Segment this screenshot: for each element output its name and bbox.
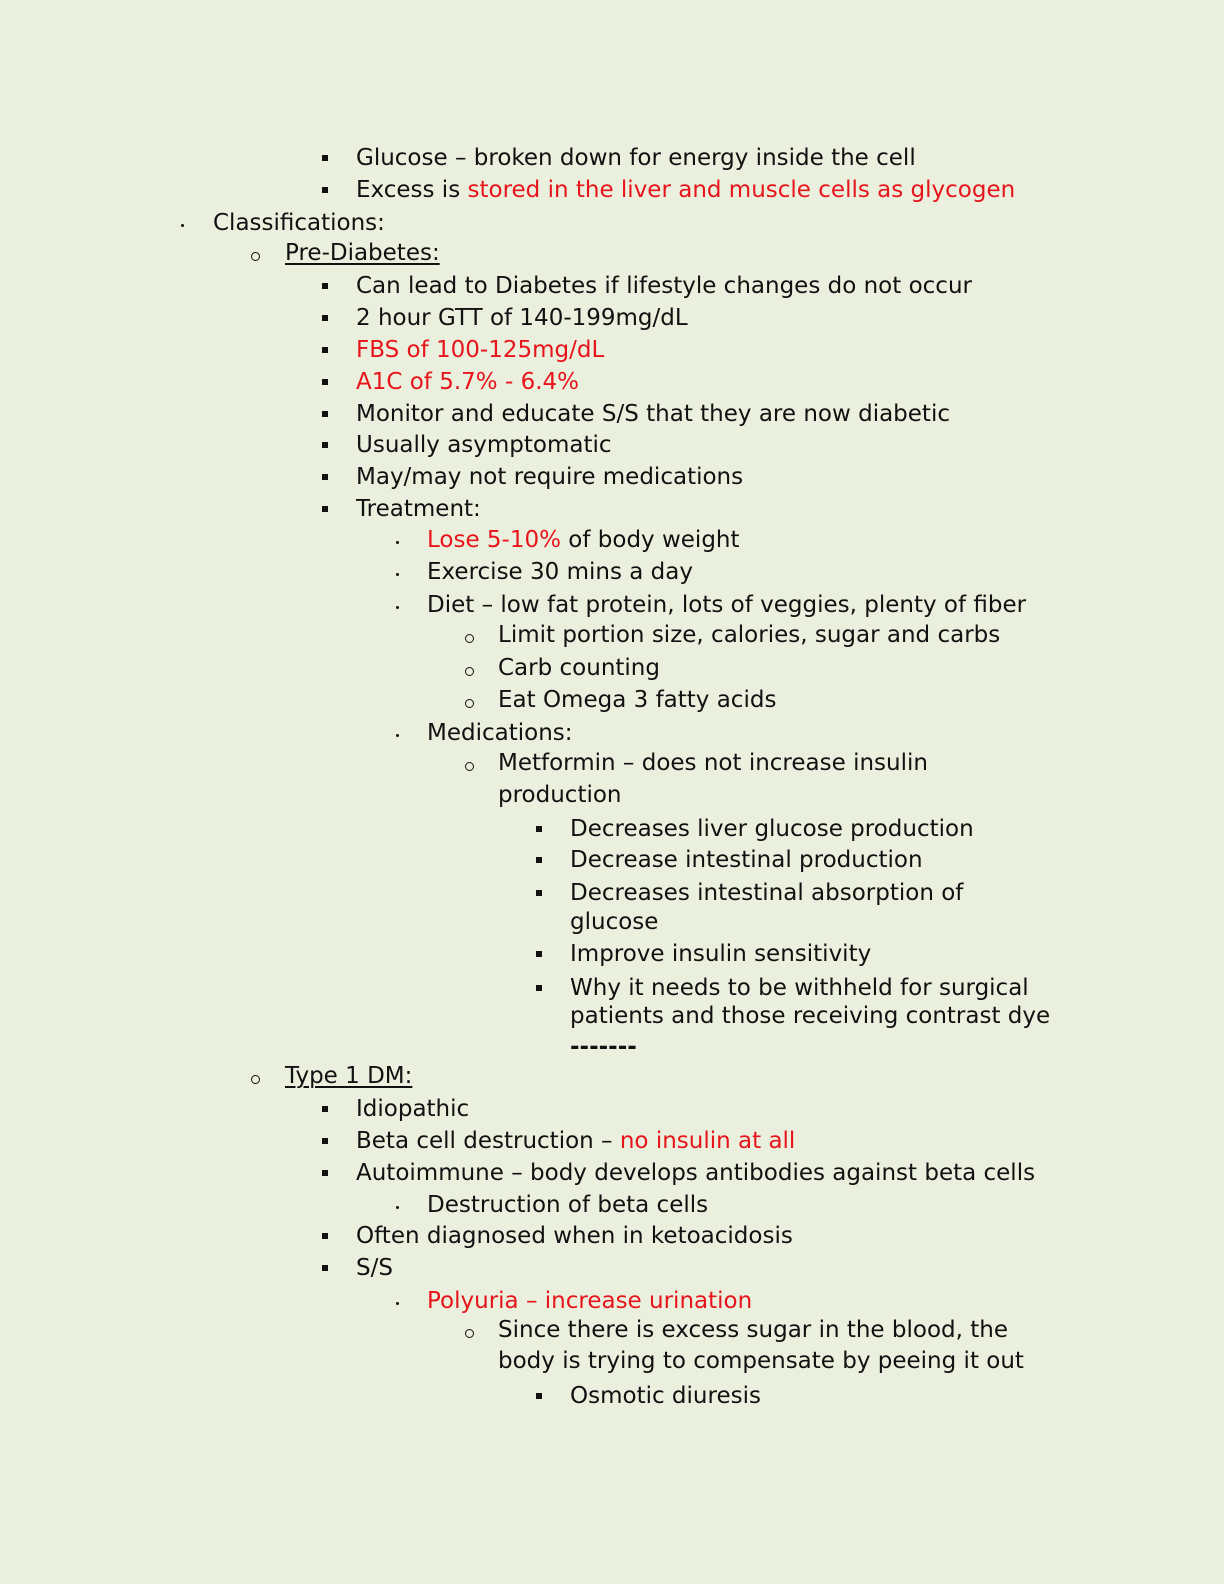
square-bullet-icon xyxy=(536,826,542,832)
polyuria-text: Polyuria – increase urination xyxy=(427,1288,753,1314)
metformin-line-2: production xyxy=(498,782,622,808)
square-bullet-icon xyxy=(322,442,328,448)
square-bullet-icon xyxy=(322,155,328,161)
medications-heading: Medications: xyxy=(427,720,573,746)
dot-bullet-icon xyxy=(396,1206,399,1209)
list-item: Monitor and educate S/S that they are now diabetic xyxy=(356,401,950,427)
glucose-energy-text: Glucose – broken down for energy inside the cell xyxy=(356,145,916,171)
list-item: 2 hour GTT of 140-199mg/dL xyxy=(356,305,688,331)
list-item: May/may not require medications xyxy=(356,464,744,490)
list-item: Limit portion size, calories, sugar and carbs xyxy=(498,622,1001,648)
exercise-text: Exercise 30 mins a day xyxy=(427,559,693,585)
dot-bullet-icon xyxy=(396,1302,399,1305)
beta-highlight: no insulin at all xyxy=(619,1128,796,1154)
list-item: Destruction of beta cells xyxy=(427,1192,709,1218)
excess-glycogen-text xyxy=(356,176,1015,204)
square-bullet-icon xyxy=(322,1265,328,1271)
square-bullet-icon xyxy=(322,283,328,289)
square-bullet-icon xyxy=(322,187,328,193)
list-item: Idiopathic xyxy=(356,1096,470,1122)
lose-rest: of body weight xyxy=(560,527,740,553)
square-bullet-icon xyxy=(322,1233,328,1239)
lose-weight-text xyxy=(427,526,740,554)
circle-bullet-icon xyxy=(251,252,260,261)
beta-cell-text xyxy=(356,1127,795,1155)
circle-bullet-icon xyxy=(251,1075,260,1084)
square-bullet-icon xyxy=(322,1138,328,1144)
diet-text: Diet – low fat protein, lots of veggies, plenty of fiber xyxy=(427,592,1027,618)
excess-prefix: Excess is xyxy=(356,177,468,203)
metformin-line-1: Metformin – does not increase insulin xyxy=(498,750,928,776)
circle-bullet-icon xyxy=(465,1329,474,1338)
since-line-2: body is trying to compensate by peeing it out xyxy=(498,1348,1024,1374)
list-item: Autoimmune – body develops antibodies against beta cells xyxy=(356,1160,1036,1186)
square-bullet-icon xyxy=(322,1106,328,1112)
list-item: Improve insulin sensitivity xyxy=(570,941,872,967)
prediabetes-heading: Pre-Diabetes: xyxy=(285,240,440,266)
list-item: Why it needs to be withheld for surgical xyxy=(570,975,1029,1001)
excess-highlight: stored in the liver and muscle cells as glycogen xyxy=(467,177,1016,203)
list-item: Osmotic diuresis xyxy=(570,1383,761,1409)
classifications-heading: Classifications: xyxy=(213,210,385,236)
square-bullet-icon xyxy=(322,506,328,512)
circle-bullet-icon xyxy=(465,667,474,676)
dot-bullet-icon xyxy=(396,573,399,576)
square-bullet-icon xyxy=(536,857,542,863)
dot-bullet-icon xyxy=(396,606,399,609)
list-item: Can lead to Diabetes if lifestyle changes do not occur xyxy=(356,273,972,299)
dot-bullet-icon xyxy=(396,734,399,737)
circle-bullet-icon xyxy=(465,634,474,643)
dot-bullet-icon xyxy=(181,224,184,227)
list-item: Decreases liver glucose production xyxy=(570,816,974,842)
square-bullet-icon xyxy=(322,474,328,480)
square-bullet-icon xyxy=(536,1393,542,1399)
list-item: Carb counting xyxy=(498,655,660,681)
circle-bullet-icon xyxy=(465,762,474,771)
square-bullet-icon xyxy=(322,1170,328,1176)
beta-prefix: Beta cell destruction – xyxy=(356,1128,620,1154)
list-item: Usually asymptomatic xyxy=(356,432,612,458)
list-item: A1C of 5.7% - 6.4% xyxy=(356,369,580,395)
ss-heading: S/S xyxy=(356,1255,393,1281)
list-item-continuation: patients and those receiving contrast dye xyxy=(570,1003,1051,1029)
dot-bullet-icon xyxy=(396,541,399,544)
list-item: Decrease intestinal production xyxy=(570,847,923,873)
list-item: Often diagnosed when in ketoacidosis xyxy=(356,1223,793,1249)
square-bullet-icon xyxy=(536,985,542,991)
square-bullet-icon xyxy=(322,347,328,353)
lose-highlight: Lose 5-10% xyxy=(427,527,561,553)
dash-separator: ------- xyxy=(570,1034,637,1060)
list-item: Eat Omega 3 fatty acids xyxy=(498,687,777,713)
list-item: FBS of 100-125mg/dL xyxy=(356,337,605,363)
square-bullet-icon xyxy=(322,411,328,417)
type1-heading: Type 1 DM: xyxy=(285,1063,413,1089)
since-line-1: Since there is excess sugar in the blood, the xyxy=(498,1317,1008,1343)
square-bullet-icon xyxy=(322,379,328,385)
list-item-continuation: glucose xyxy=(570,909,659,935)
treatment-heading: Treatment: xyxy=(356,496,481,522)
circle-bullet-icon xyxy=(465,699,474,708)
square-bullet-icon xyxy=(536,951,542,957)
list-item: Decreases intestinal absorption of xyxy=(570,880,964,906)
square-bullet-icon xyxy=(322,315,328,321)
square-bullet-icon xyxy=(536,890,542,896)
